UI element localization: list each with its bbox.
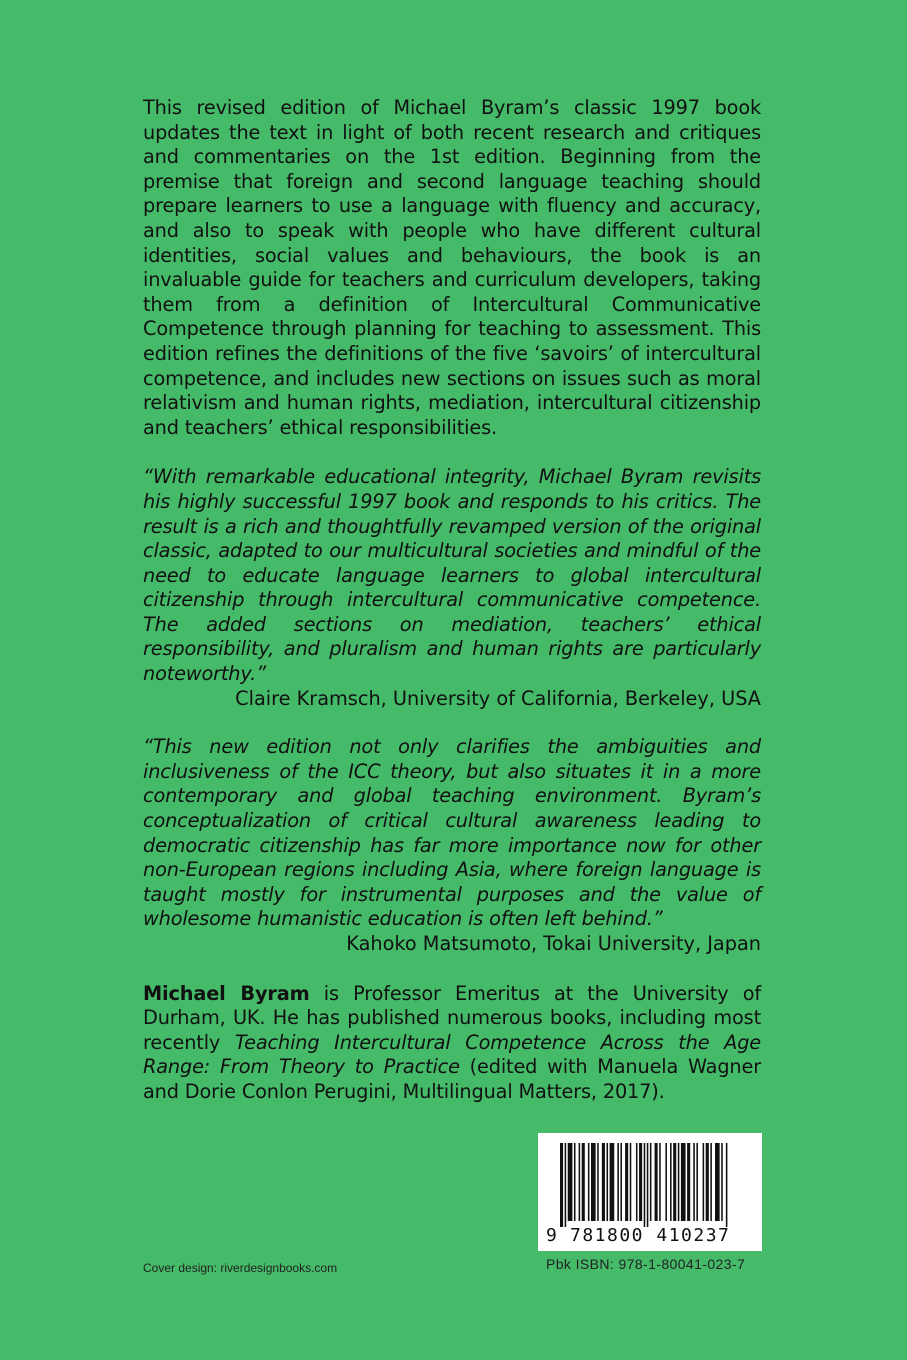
book-blurb: This revised edition of Michael Byram’s classic 1997 book updates the text in light of both recent research and critiques and commentaries on the 1st edition. Beginning from the premise that foreign and second language teaching should prepare learners to use a language with fluency and accuracy, and also to speak with people who have different cultural identities, social values and behaviours, the book is an invaluable guide for teachers and curriculum developers, taking them from a definition of Intercultural Communicative Competence through planning for teaching to assessment. This edition refines the definitions of the five ‘savoirs’ of intercultural competence, and includes new sections on issues such as moral relativism and human rights, mediation, intercultural citizenship and teachers’ ethical responsibilities.	[143, 96, 761, 439]
barcode-bar	[620, 1143, 622, 1221]
barcode-bar	[693, 1143, 695, 1221]
barcode-bar	[560, 1143, 563, 1227]
barcode-bar	[597, 1143, 599, 1221]
barcode-bar	[706, 1143, 709, 1221]
barcode-bar	[617, 1143, 619, 1221]
barcode-bar	[721, 1143, 723, 1221]
author-bio-text: is Professor Emeritus at the University of Durham, UK. He has published numerous books, including most recently	[143, 981, 761, 1054]
barcode-bar	[636, 1143, 638, 1221]
barcode-bar	[696, 1143, 698, 1221]
barcode-bar	[607, 1143, 609, 1221]
barcode-bar	[579, 1143, 581, 1221]
barcode-bar	[655, 1143, 658, 1221]
author-book-title: Teaching Intercultural Competence Across the Age Range: From Theory to Practice	[143, 1030, 761, 1079]
barcode-bar	[659, 1143, 661, 1221]
barcode-bar	[565, 1143, 567, 1227]
endorsement-quote-matsumoto: “This new edition not only clarifies the ambiguities and inclusiveness of the ICC theory, but also situates it in a more contemporary and global teaching environment. Byram’s conceptualization of critical cultural awareness leading to democratic citizenship has far more importance now for other non-European regions including Asia, where foreign language is taught mostly for instrumental purposes and the value of wholesome humanistic education is often left behind.”	[143, 735, 761, 931]
endorsement-attribution-matsumoto: Kahoko Matsumoto, Tokai University, Japan	[346, 932, 761, 955]
author-bio	[143, 982, 761, 1105]
barcode-bar	[673, 1143, 676, 1221]
barcode-bar	[644, 1143, 646, 1227]
barcode-bar	[602, 1143, 605, 1221]
isbn-barcode	[538, 1133, 762, 1251]
barcode-bar	[625, 1143, 628, 1221]
barcode-bar	[639, 1143, 642, 1221]
endorsement-quote-kramsch: “With remarkable educational integrity, Michael Byram revisits his highly successful 1997 book and responds to his critics. The result is a rich and thoughtfully revamped version of the original classic, adapted to our multicultural societies and mindful of the need to educate language learners to global intercultural citizenship through intercultural communicative competence. The added sections on mediation, teachers’ ethical responsibility, and pluralism and human rights are particularly noteworthy.”	[143, 465, 761, 686]
back-cover-text	[143, 96, 761, 1105]
cover-design-credit: Cover design: riverdesignbooks.com	[143, 1261, 338, 1275]
barcode-bar	[650, 1143, 652, 1221]
barcode-bar	[726, 1143, 728, 1227]
author-bio-text-end: (edited with Manuela Wagner and Dorie Conlon Perugini, Multilingual Matters, 2017).	[143, 1055, 761, 1103]
barcode-bar	[670, 1143, 672, 1221]
barcode-bar	[647, 1143, 649, 1227]
barcode-bar	[568, 1143, 573, 1221]
barcode-bar	[687, 1143, 690, 1221]
barcode-digits: 781800 410237	[570, 1225, 731, 1246]
isbn-number: Pbk ISBN: 978-1-80041-023-7	[546, 1256, 746, 1272]
barcode-bar	[582, 1143, 585, 1221]
barcode-bar	[630, 1143, 632, 1221]
barcode-bar	[710, 1143, 712, 1221]
barcode-bar	[703, 1143, 705, 1221]
author-name: Michael Byram	[143, 981, 310, 1005]
barcode-bar	[715, 1143, 720, 1221]
barcode-lead-digit: 9	[546, 1225, 557, 1246]
barcode-bar	[681, 1143, 686, 1221]
barcode-bar	[591, 1143, 596, 1221]
barcode-bar	[588, 1143, 590, 1221]
barcode-bar	[574, 1143, 576, 1221]
barcode-bar	[678, 1143, 680, 1221]
endorsement-attribution-kramsch: Claire Kramsch, University of California, Berkeley, USA	[235, 686, 761, 710]
barcode-bar	[665, 1143, 667, 1221]
barcode-bar	[610, 1143, 615, 1221]
